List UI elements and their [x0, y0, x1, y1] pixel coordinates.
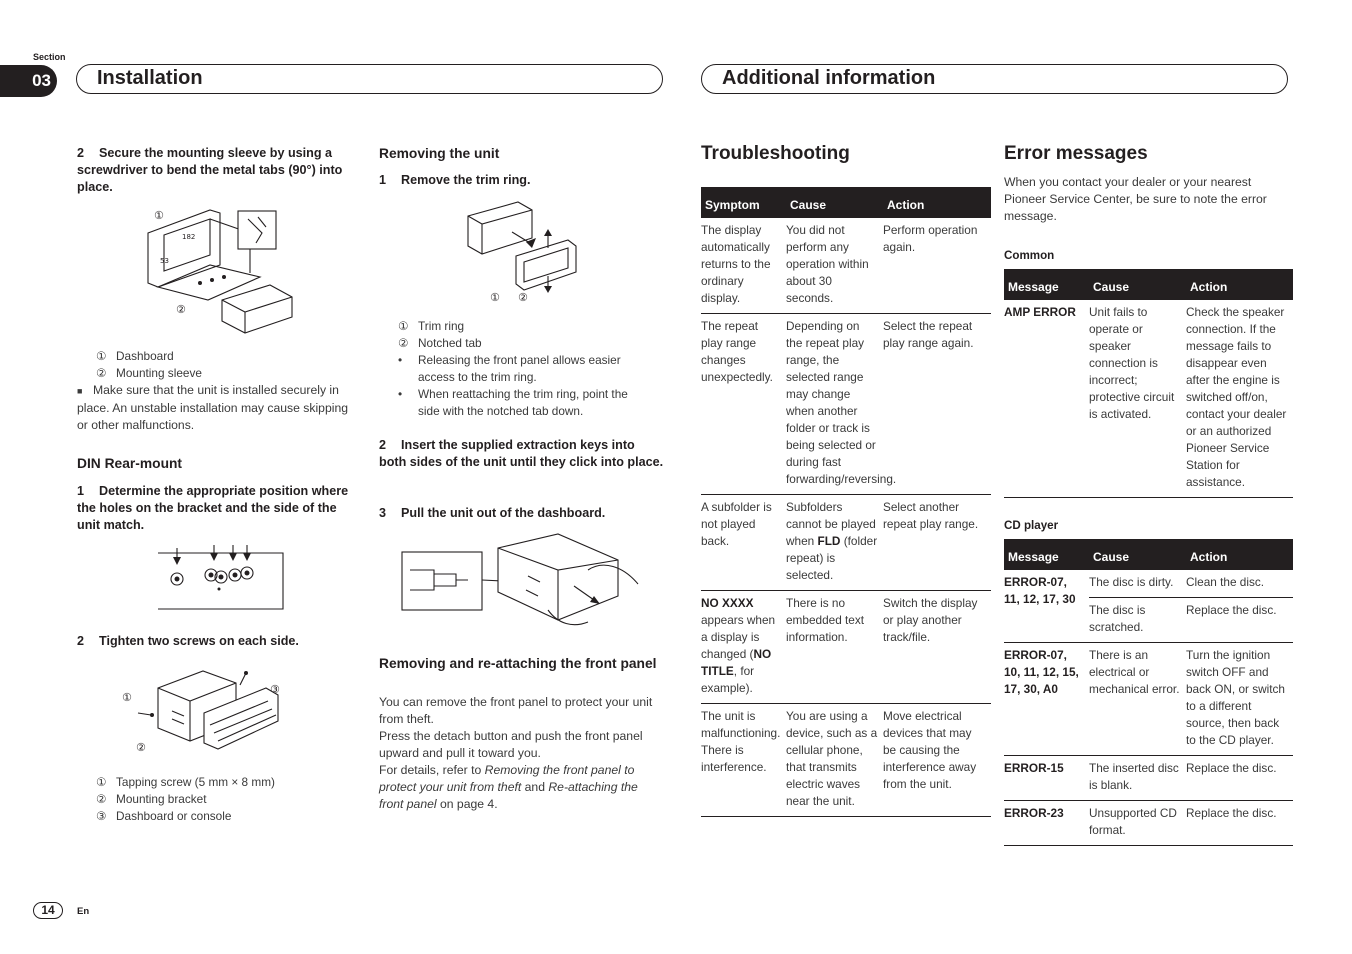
table-row: AMP ERROR Unit fails to operate or speaker connection is incorrect; protective circuit is activated. Check the speaker connection. If the message fails to disappear even after the engine is switched off/on, contact your dealer or an authorized Pioneer Service Station for assistance.	[1004, 300, 1293, 498]
table-row: A subfolder is not played back. Subfolders cannot be played when FLD (folder repeat) is selected. Select another repeat play range.	[701, 495, 991, 591]
fig1-dim-182: 182	[182, 233, 196, 241]
removing-unit-heading: Removing the unit	[379, 146, 500, 161]
table-row: The disc is scratched. Replace the disc.	[1004, 598, 1293, 643]
table-header: Message Cause Action	[1004, 539, 1293, 570]
trim-bullets: • Releasing the front panel allows easier access to the trim ring. • When reattaching the trim ring, point the side with the notched tab down.	[398, 353, 628, 418]
legend-1: ① Dashboard ② Mounting sleeve	[96, 349, 202, 380]
troubleshooting-table	[701, 187, 991, 817]
fig4-label-2: ②	[518, 291, 528, 304]
table-row: The repeat play range changes unexpectedly. Depending on the repeat play range, the selected range may change when another folder or track is being selected or during fast forwarding/reversing. Select the repeat play range again.	[701, 314, 991, 495]
cd-player-heading: CD player	[1004, 519, 1059, 532]
table-row: NO XXXX appears when a display is changed (NO TITLE, for example). There is no embedded text information. Switch the display or play another track/file.	[701, 591, 991, 704]
pull-unit-figure	[398, 530, 648, 630]
table-header: Symptom Cause Action	[701, 187, 991, 218]
page-number: 14	[33, 902, 63, 919]
din-step-1: 1 Determine the appropriate position where the holes on the bracket and the side of the unit match.	[77, 484, 349, 532]
troubleshooting-heading: Troubleshooting	[701, 143, 850, 164]
legend-3: ① Trim ring ② Notched tab	[398, 319, 482, 350]
table-row: ERROR-07, 11, 12, 17, 30 The disc is dirty. Clean the disc.	[1004, 570, 1293, 598]
section-number-badge: 03	[0, 65, 57, 97]
common-heading: Common	[1004, 249, 1055, 262]
hole-arrows	[173, 545, 251, 565]
section-label: Section	[33, 52, 66, 62]
fig1-label-1: ①	[154, 209, 164, 222]
common-errors-table	[1004, 269, 1293, 498]
din-rear-mount-heading: DIN Rear-mount	[77, 456, 183, 471]
table-row: The unit is malfunctioning. There is interference. You are using a device, such as a cellular phone, that transmits electric waves near the unit. Move electrical devices that may be causing the interference away from the unit.	[701, 704, 991, 817]
note-marker: ■	[77, 386, 83, 396]
mounting-sleeve-figure	[140, 205, 300, 335]
front-panel-text: You can remove the front panel to protect your unit from theft. Press the detach button and push the front panel upward and pull it toward you. For details, refer to Removing the front panel to protect your unit from theft and Re-attaching the front panel on page 4.	[379, 695, 653, 811]
bracket-holes-figure	[155, 545, 290, 615]
remove-step-2: 2 Insert the supplied extraction keys into both sides of the unit until they click into place.	[379, 438, 664, 469]
cd-errors-table	[1004, 539, 1293, 846]
error-messages-heading: Error messages	[1004, 143, 1148, 164]
fig3-label-1: ①	[122, 691, 132, 704]
install-note: ■ Make sure that the unit is installed securely in place. An unstable installation may cause skipping or other malfunctions.	[77, 383, 348, 432]
table-row: ERROR-07, 10, 11, 12, 15, 17, 30, A0 There is an electrical or mechanical error. Turn the ignition switch OFF and back ON, or switch to a different source, then back to the CD player.	[1004, 643, 1293, 756]
trim-ring-figure	[460, 198, 585, 308]
front-panel-heading: Removing and re-attaching the front panel	[379, 656, 657, 671]
screw-bracket-figure	[118, 663, 293, 758]
table-row: ERROR-15 The inserted disc is blank. Replace the disc.	[1004, 756, 1293, 801]
table-row: ERROR-23 Unsupported CD format. Replace the disc.	[1004, 801, 1293, 846]
fig4-label-1: ①	[490, 291, 500, 304]
language-label: En	[77, 906, 90, 917]
step-text: Secure the mounting sleeve by using a screwdriver to bend the metal tabs (90°) into place.	[77, 146, 343, 194]
legend-2: ① Tapping screw (5 mm × 8 mm) ② Mounting bracket ③ Dashboard or console	[96, 775, 275, 823]
fig1-label-2: ②	[176, 303, 186, 316]
sleeve-step	[77, 145, 362, 196]
fig3-label-3: ③	[270, 683, 280, 696]
remove-step-1: 1 Remove the trim ring.	[379, 173, 531, 187]
fig3-label-2: ②	[136, 741, 146, 754]
step-number: 2	[77, 146, 85, 160]
installation-header: Installation	[76, 64, 663, 94]
fig1-dim-53: 53	[160, 257, 169, 265]
remove-step-3: 3 Pull the unit out of the dashboard.	[379, 506, 606, 520]
table-header: Message Cause Action	[1004, 269, 1293, 300]
additional-info-header: Additional information	[701, 64, 1288, 94]
table-row: The display automatically returns to the ordinary display. You did not perform any operation within about 30 seconds. Perform operation again.	[701, 218, 991, 314]
din-step-2: 2 Tighten two screws on each side.	[77, 634, 299, 648]
error-intro: When you contact your dealer or your nearest Pioneer Service Center, be sure to note the error message.	[1004, 175, 1267, 223]
